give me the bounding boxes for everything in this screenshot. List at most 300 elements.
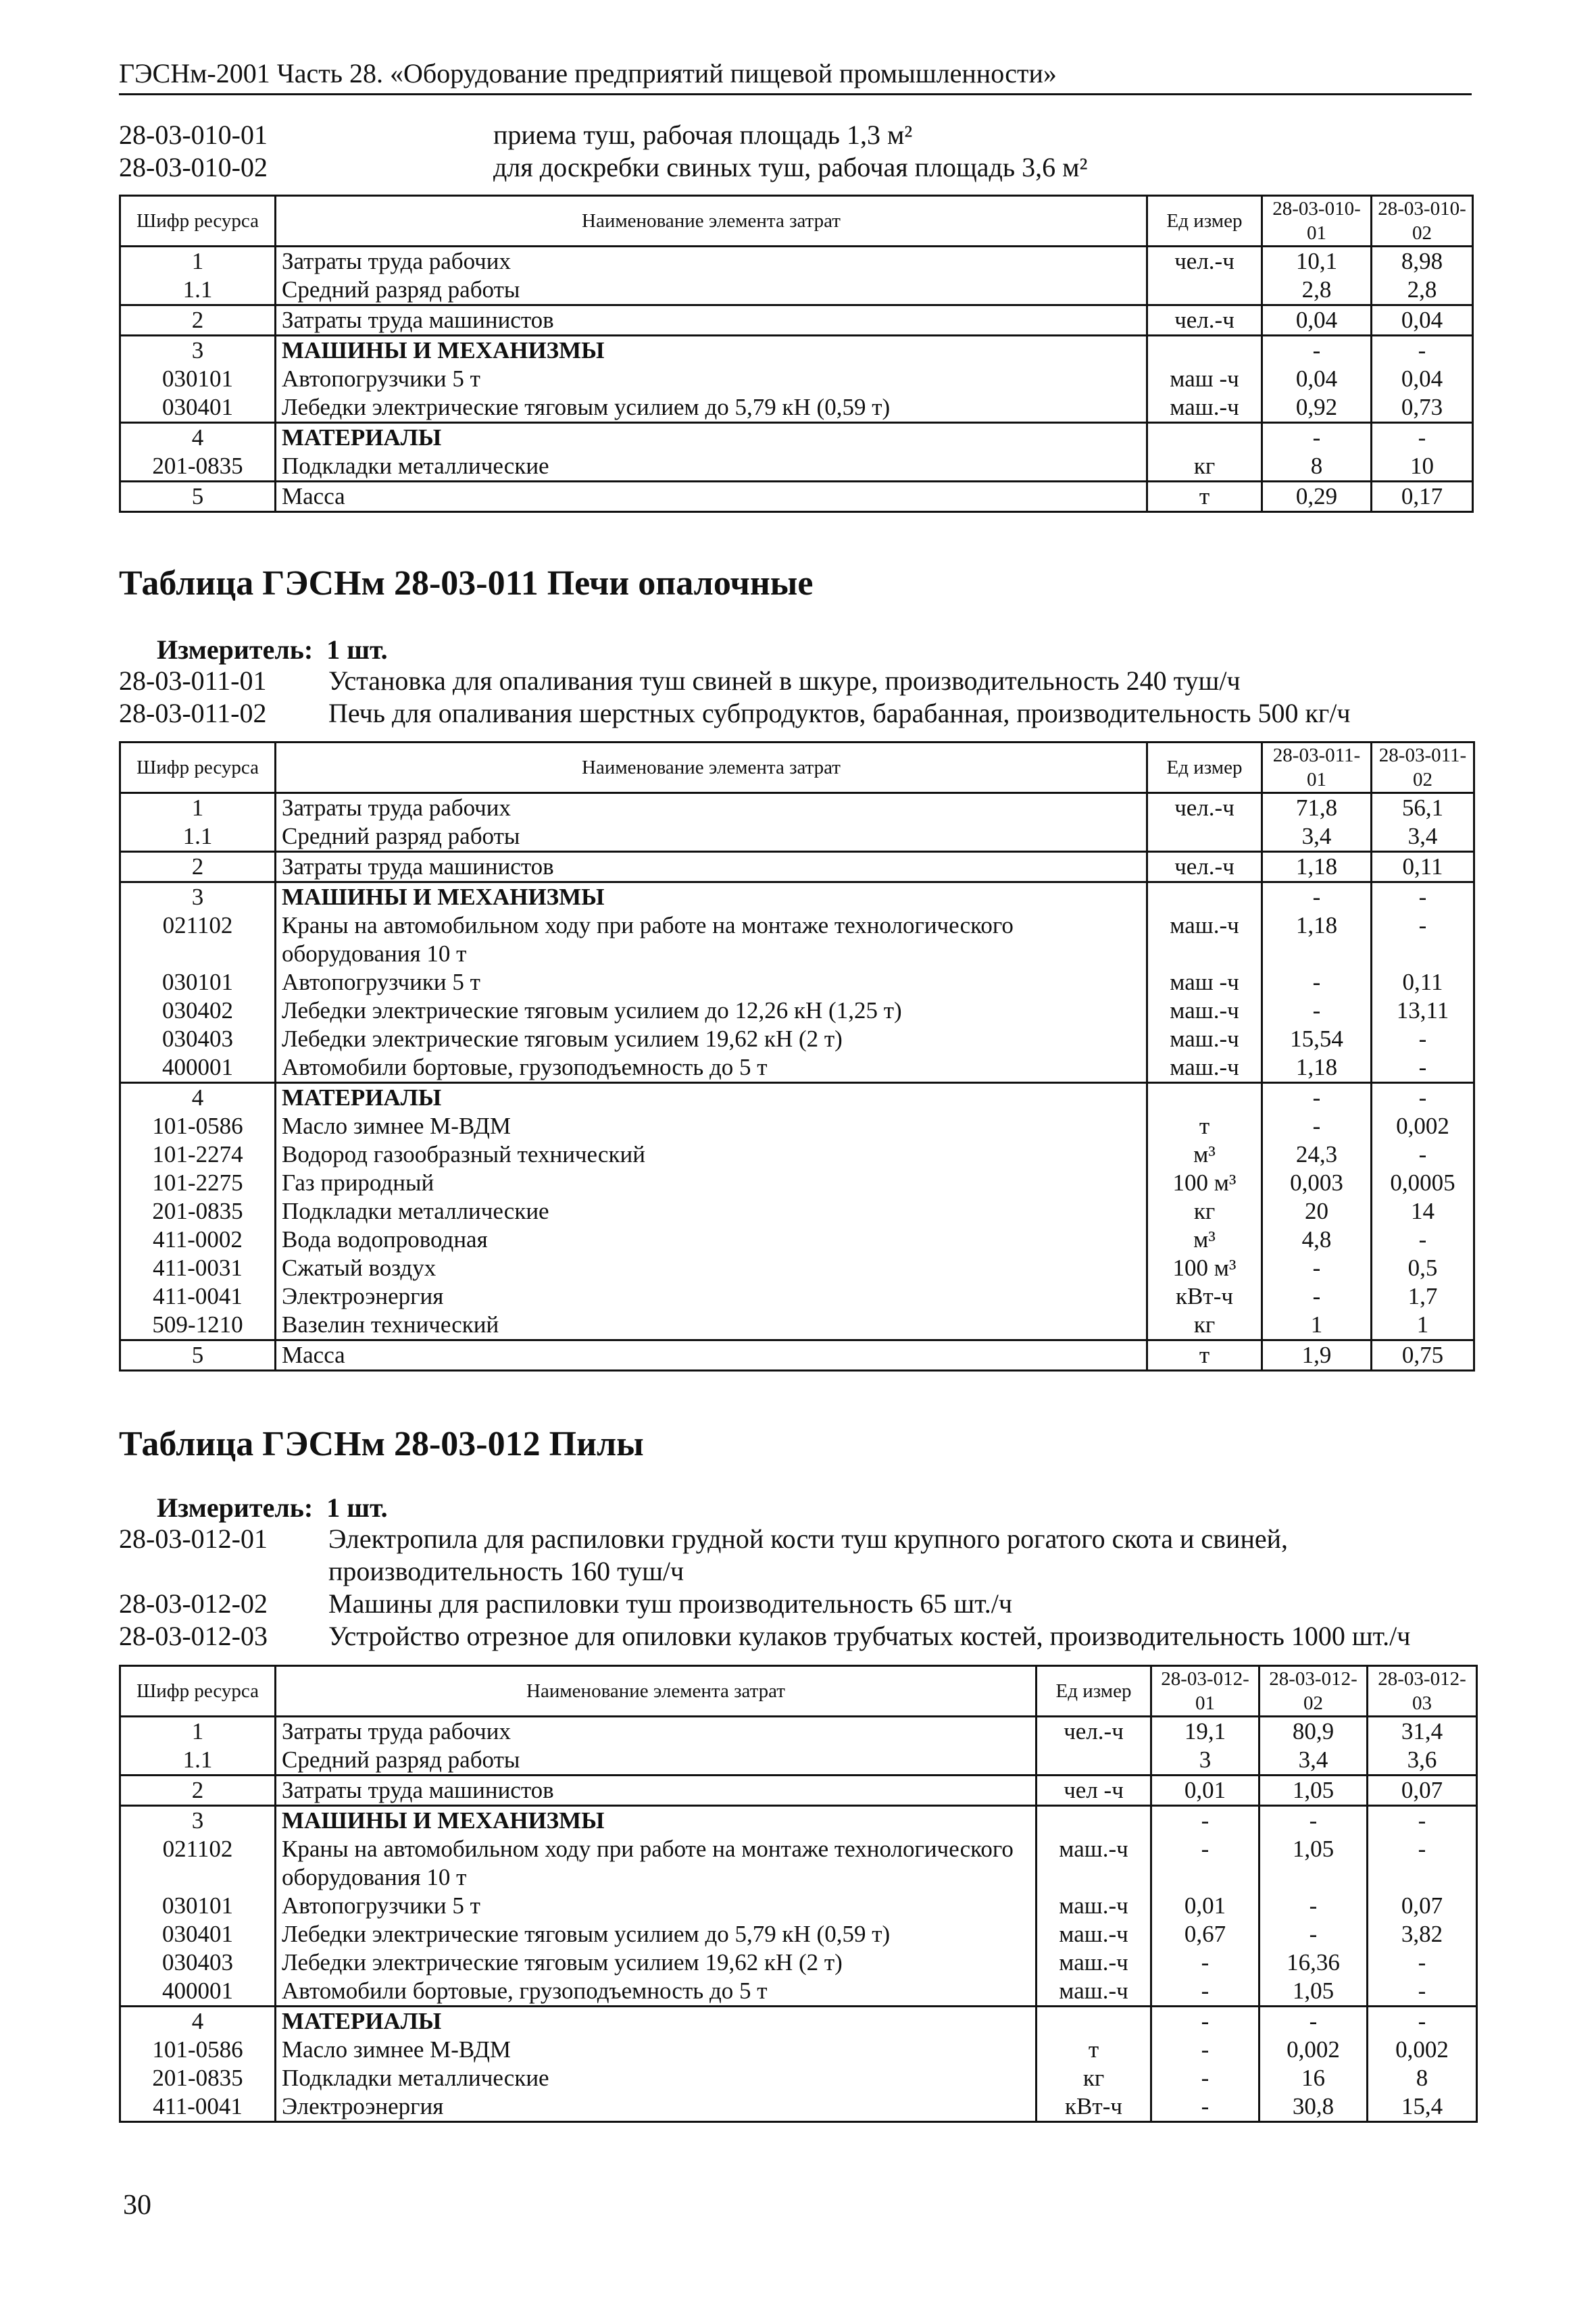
cell-value: 1,9 [1262, 1340, 1372, 1371]
cell-value: 0,67 [1151, 1920, 1260, 1948]
cell-value: - [1151, 2036, 1260, 2064]
cell-value: - [1372, 1053, 1474, 1083]
cell-value: - [1151, 1948, 1260, 1977]
cell-value: - [1372, 1083, 1474, 1113]
cell-unit: маш.-ч [1147, 911, 1262, 968]
item-code: 28-03-012-03 [119, 1621, 268, 1651]
table-row [120, 1254, 1474, 1282]
cell-name: МАТЕРИАЛЫ [276, 2007, 1037, 2036]
cell-value: 0,01 [1151, 1892, 1260, 1920]
cell-name: Затраты труда машинистов [276, 305, 1147, 336]
table-row [120, 393, 1473, 423]
cell-unit: т [1147, 482, 1262, 512]
section-title: Таблица ГЭСНм 28-03-012 Пилы [119, 1425, 644, 1463]
cell-name: Автомобили бортовые, грузоподъемность до 5 т [276, 1977, 1037, 2007]
cell-name: Масса [276, 482, 1147, 512]
cell-value: - [1262, 968, 1372, 997]
table-row [120, 882, 1474, 912]
cell-value: 15,4 [1368, 2092, 1477, 2122]
col-header-name: Наименование элемента затрат [276, 1666, 1037, 1717]
cell-value: - [1372, 1025, 1474, 1053]
cell-unit: кВт-ч [1037, 2092, 1151, 2122]
col-header-unit: Ед измер [1037, 1666, 1151, 1717]
item-code: 28-03-010-02 [119, 152, 268, 182]
table-row [120, 365, 1473, 393]
cell-code: 030401 [120, 393, 276, 423]
cell-unit: 100 м³ [1147, 1254, 1262, 1282]
cell-name: Затраты труда рабочих [276, 247, 1147, 276]
cell-code: 3 [120, 336, 276, 366]
cell-value: 0,75 [1372, 1340, 1474, 1371]
cell-value: - [1372, 336, 1473, 366]
cell-value: - [1262, 882, 1372, 912]
cell-code: 5 [120, 1340, 276, 1371]
cell-value: 56,1 [1372, 793, 1474, 823]
cell-value: - [1262, 423, 1372, 453]
cell-code: 509-1210 [120, 1311, 276, 1340]
cell-code: 1.1 [120, 276, 276, 305]
cell-value: 0,5 [1372, 1254, 1474, 1282]
cell-name: Вода водопроводная [276, 1226, 1147, 1254]
table-row [120, 1977, 1477, 2007]
cell-value: 1 [1372, 1311, 1474, 1340]
cell-value: 3,4 [1372, 822, 1474, 852]
cell-unit [1147, 1083, 1262, 1113]
cell-value: 1,18 [1262, 1053, 1372, 1083]
col-header-value: 28-03-010-02 [1372, 196, 1473, 247]
cell-name: Затраты труда рабочих [276, 793, 1147, 823]
section-items [119, 665, 1477, 730]
cell-code: 4 [120, 1083, 276, 1113]
table-row [120, 1340, 1474, 1371]
col-header-value: 28-03-010-01 [1262, 196, 1372, 247]
cell-unit: кг [1147, 1197, 1262, 1226]
section-title: Таблица ГЭСНм 28-03-011 Печи опалочные [119, 564, 814, 603]
cell-unit: чел.-ч [1147, 247, 1262, 276]
table-row [120, 822, 1474, 852]
page-header: ГЭСНм-2001 Часть 28. «Оборудование предприятий пищевой промышленности» [119, 57, 1472, 95]
cell-name: МАШИНЫ И МЕХАНИЗМЫ [276, 336, 1147, 366]
cell-name: Лебедки электрические тяговым усилием до 5,79 кН (0,59 т) [276, 393, 1147, 423]
resource-table-1 [119, 195, 1474, 513]
section-items [119, 1523, 1477, 1653]
table-row [120, 793, 1474, 823]
item-text: Устройство отрезное для опиловки кулаков трубчатых костей, производительность 1000 шт./ч [328, 1621, 1411, 1651]
table-row [120, 1806, 1477, 1836]
cell-value: 2,8 [1372, 276, 1473, 305]
cell-value: - [1262, 1083, 1372, 1113]
item-row [119, 1620, 1477, 1653]
cell-unit: чел.-ч [1147, 793, 1262, 823]
cell-code: 400001 [120, 1977, 276, 2007]
cell-code: 101-0586 [120, 1112, 276, 1140]
item-code: 28-03-010-01 [119, 120, 268, 150]
cell-value: 0,11 [1372, 852, 1474, 882]
cell-value: 1 [1262, 1311, 1372, 1340]
cell-value: 0,002 [1368, 2036, 1477, 2064]
cell-value: 0,04 [1372, 365, 1473, 393]
item-code: 28-03-012-02 [119, 1588, 268, 1619]
table-row [120, 482, 1473, 512]
cell-value: 30,8 [1260, 2092, 1368, 2122]
cell-value: 0,04 [1262, 365, 1372, 393]
table-row [120, 2007, 1477, 2036]
col-header-code: Шифр ресурса [120, 196, 276, 247]
cell-name: Масло зимнее М-ВДМ [276, 2036, 1037, 2064]
cell-name: Автомобили бортовые, грузоподъемность до 5 т [276, 1053, 1147, 1083]
table-row [120, 1920, 1477, 1948]
cell-code: 411-0041 [120, 2092, 276, 2122]
cell-value: 31,4 [1368, 1717, 1477, 1746]
cell-value: - [1368, 1977, 1477, 2007]
cell-value: - [1262, 336, 1372, 366]
cell-name: Подкладки металлические [276, 2064, 1037, 2092]
cell-value: 0,002 [1260, 2036, 1368, 2064]
table-row [120, 1892, 1477, 1920]
cell-unit: чел.-ч [1037, 1717, 1151, 1746]
measure-label: Измеритель: [157, 1492, 314, 1523]
cell-code: 1 [120, 793, 276, 823]
cell-value: - [1262, 997, 1372, 1025]
cell-value: 0,003 [1262, 1169, 1372, 1197]
cell-unit: маш.-ч [1037, 1948, 1151, 1977]
table-row [120, 452, 1473, 482]
item-row [119, 1523, 1477, 1588]
cell-unit [1037, 1746, 1151, 1776]
table-row [120, 2036, 1477, 2064]
col-header-name: Наименование элемента затрат [276, 196, 1147, 247]
cell-value: - [1262, 1282, 1372, 1311]
cell-code: 1.1 [120, 1746, 276, 1776]
cell-name: Водород газообразный технический [276, 1140, 1147, 1169]
cell-value: - [1260, 1806, 1368, 1836]
cell-value: 80,9 [1260, 1717, 1368, 1746]
table-row [120, 1053, 1474, 1083]
cell-code: 4 [120, 2007, 276, 2036]
table-row [120, 1717, 1477, 1746]
cell-code: 101-0586 [120, 2036, 276, 2064]
top-items [119, 119, 1477, 184]
cell-unit: маш.-ч [1037, 1920, 1151, 1948]
cell-value: 15,54 [1262, 1025, 1372, 1053]
table-row [120, 336, 1473, 366]
cell-name: МАТЕРИАЛЫ [276, 1083, 1147, 1113]
table-row [120, 852, 1474, 882]
cell-value: 1,05 [1260, 1977, 1368, 2007]
cell-value: 14 [1372, 1197, 1474, 1226]
cell-value: 4,8 [1262, 1226, 1372, 1254]
cell-code: 101-2275 [120, 1169, 276, 1197]
cell-unit [1147, 882, 1262, 912]
cell-value: - [1151, 2064, 1260, 2092]
cell-name: Лебедки электрические тяговым усилием 19,62 кН (2 т) [276, 1025, 1147, 1053]
cell-name: Краны на автомобильном ходу при работе на монтаже технологического оборудования 10 т [276, 911, 1147, 968]
cell-value: 3 [1151, 1746, 1260, 1776]
measure-line [157, 634, 388, 666]
item-text: Электропила для распиловки грудной кости туш крупного рогатого скота и свиней, производительность 160 туш/ч [328, 1524, 1289, 1586]
cell-code: 030403 [120, 1025, 276, 1053]
table-row [120, 1282, 1474, 1311]
cell-value: 16,36 [1260, 1948, 1368, 1977]
cell-value: 2,8 [1262, 276, 1372, 305]
cell-name: Подкладки металлические [276, 452, 1147, 482]
table-row [120, 305, 1473, 336]
cell-value: 0,07 [1368, 1892, 1477, 1920]
cell-unit: маш.-ч [1037, 1835, 1151, 1892]
col-header-code: Шифр ресурса [120, 743, 276, 793]
table-row [120, 1112, 1474, 1140]
cell-value: - [1260, 2007, 1368, 2036]
cell-unit [1147, 276, 1262, 305]
table-row [120, 997, 1474, 1025]
cell-code: 030403 [120, 1948, 276, 1977]
cell-code: 4 [120, 423, 276, 453]
cell-value: 10,1 [1262, 247, 1372, 276]
page-number: 30 [123, 2190, 151, 2221]
table-row [120, 911, 1474, 968]
cell-code: 1 [120, 247, 276, 276]
cell-code: 411-0002 [120, 1226, 276, 1254]
cell-value: 16 [1260, 2064, 1368, 2092]
cell-unit: кг [1147, 452, 1262, 482]
table-header-row [120, 743, 1474, 793]
cell-code: 030101 [120, 1892, 276, 1920]
item-text: Установка для опаливания туш свиней в шкуре, производительность 240 туш/ч [328, 665, 1241, 696]
col-header-unit: Ед измер [1147, 743, 1262, 793]
col-header-name: Наименование элемента затрат [276, 743, 1147, 793]
cell-name: Лебедки электрические тяговым усилием до 5,79 кН (0,59 т) [276, 1920, 1037, 1948]
cell-name: МАШИНЫ И МЕХАНИЗМЫ [276, 1806, 1037, 1836]
cell-name: Электроэнергия [276, 2092, 1037, 2122]
cell-value: 0,73 [1372, 393, 1473, 423]
item-row [119, 1588, 1477, 1620]
cell-value: 0,92 [1262, 393, 1372, 423]
table-row [120, 1140, 1474, 1169]
table-row [120, 1226, 1474, 1254]
cell-name: Газ природный [276, 1169, 1147, 1197]
cell-value: - [1372, 1226, 1474, 1254]
cell-value: 3,4 [1260, 1746, 1368, 1776]
table-row [120, 2064, 1477, 2092]
cell-unit [1037, 1806, 1151, 1836]
table-row [120, 276, 1473, 305]
cell-code: 030101 [120, 365, 276, 393]
table-row [120, 1311, 1474, 1340]
cell-value: 1,18 [1262, 911, 1372, 968]
cell-code: 030101 [120, 968, 276, 997]
cell-unit: маш.-ч [1147, 393, 1262, 423]
cell-code: 2 [120, 1776, 276, 1806]
cell-value: 1,7 [1372, 1282, 1474, 1311]
table-row [120, 2092, 1477, 2122]
table-row [120, 247, 1473, 276]
cell-unit: чел.-ч [1147, 305, 1262, 336]
cell-name: Затраты труда машинистов [276, 1776, 1037, 1806]
cell-unit: чел -ч [1037, 1776, 1151, 1806]
cell-value: - [1372, 882, 1474, 912]
cell-code: 201-0835 [120, 1197, 276, 1226]
col-header-code: Шифр ресурса [120, 1666, 276, 1717]
col-header-value: 28-03-012-01 [1151, 1666, 1260, 1717]
cell-value: - [1151, 1806, 1260, 1836]
cell-code: 021102 [120, 1835, 276, 1892]
cell-unit: т [1037, 2036, 1151, 2064]
cell-value: 8 [1262, 452, 1372, 482]
cell-value: 8 [1368, 2064, 1477, 2092]
cell-name: Масса [276, 1340, 1147, 1371]
cell-name: Автопогрузчики 5 т [276, 1892, 1037, 1920]
table-row [120, 1169, 1474, 1197]
item-row [119, 697, 1477, 730]
cell-value: - [1260, 1892, 1368, 1920]
cell-unit: маш.-ч [1147, 997, 1262, 1025]
cell-value: - [1372, 1140, 1474, 1169]
table-row [120, 1835, 1477, 1892]
cell-unit: маш.-ч [1037, 1977, 1151, 2007]
cell-value: 3,82 [1368, 1920, 1477, 1948]
cell-name: Затраты труда машинистов [276, 852, 1147, 882]
cell-unit: маш.-ч [1037, 1892, 1151, 1920]
cell-value: 0,29 [1262, 482, 1372, 512]
cell-code: 1 [120, 1717, 276, 1746]
cell-code: 2 [120, 852, 276, 882]
cell-value: - [1260, 1920, 1368, 1948]
cell-name: Масло зимнее М-ВДМ [276, 1112, 1147, 1140]
cell-value: 20 [1262, 1197, 1372, 1226]
cell-name: Краны на автомобильном ходу при работе на монтаже технологического оборудования 10 т [276, 1835, 1037, 1892]
cell-unit: маш -ч [1147, 968, 1262, 997]
cell-unit [1147, 423, 1262, 453]
cell-value: - [1151, 2007, 1260, 2036]
cell-code: 2 [120, 305, 276, 336]
item-text: Печь для опаливания шерстных субпродуктов, барабанная, производительность 500 кг/ч [328, 698, 1351, 728]
cell-name: Средний разряд работы [276, 1746, 1037, 1776]
cell-value: - [1151, 1977, 1260, 2007]
cell-name: Лебедки электрические тяговым усилием до 12,26 кН (1,25 т) [276, 997, 1147, 1025]
cell-name: Подкладки металлические [276, 1197, 1147, 1226]
cell-value: - [1262, 1254, 1372, 1282]
cell-name: Затраты труда рабочих [276, 1717, 1037, 1746]
cell-unit [1147, 336, 1262, 366]
cell-value: - [1372, 911, 1474, 968]
cell-value: - [1151, 2092, 1260, 2122]
measure-line [157, 1492, 388, 1524]
item-code: 28-03-011-01 [119, 665, 267, 696]
cell-value: 19,1 [1151, 1717, 1260, 1746]
cell-code: 101-2274 [120, 1140, 276, 1169]
table-row [120, 1948, 1477, 1977]
cell-code: 3 [120, 1806, 276, 1836]
cell-unit: т [1147, 1112, 1262, 1140]
col-header-unit: Ед измер [1147, 196, 1262, 247]
cell-unit: м³ [1147, 1140, 1262, 1169]
cell-value: 0,04 [1262, 305, 1372, 336]
cell-unit: 100 м³ [1147, 1169, 1262, 1197]
table-row [120, 1746, 1477, 1776]
table-row [120, 1025, 1474, 1053]
col-header-value: 28-03-011-01 [1262, 743, 1372, 793]
cell-value: 0,01 [1151, 1776, 1260, 1806]
cell-value: 71,8 [1262, 793, 1372, 823]
cell-value: - [1368, 2007, 1477, 2036]
cell-unit: маш.-ч [1147, 1025, 1262, 1053]
cell-value: 0,0005 [1372, 1169, 1474, 1197]
cell-code: 3 [120, 882, 276, 912]
cell-value: 3,4 [1262, 822, 1372, 852]
col-header-value: 28-03-012-03 [1368, 1666, 1477, 1717]
cell-value: 13,11 [1372, 997, 1474, 1025]
table-row [120, 968, 1474, 997]
cell-name: Автопогрузчики 5 т [276, 968, 1147, 997]
cell-name: МАШИНЫ И МЕХАНИЗМЫ [276, 882, 1147, 912]
item-text: для доскребки свиных туш, рабочая площадь 3,6 м² [493, 152, 1088, 182]
cell-value: 1,18 [1262, 852, 1372, 882]
cell-unit: чел.-ч [1147, 852, 1262, 882]
cell-code: 1.1 [120, 822, 276, 852]
cell-value: - [1262, 1112, 1372, 1140]
item-text: приема туш, рабочая площадь 1,3 м² [493, 120, 913, 150]
cell-value: - [1151, 1835, 1260, 1892]
col-header-value: 28-03-011-02 [1372, 743, 1474, 793]
measure-value: 1 шт. [326, 634, 388, 665]
cell-value: - [1368, 1806, 1477, 1836]
cell-code: 030401 [120, 1920, 276, 1948]
item-row [119, 665, 1477, 697]
cell-unit: м³ [1147, 1226, 1262, 1254]
cell-name: Сжатый воздух [276, 1254, 1147, 1282]
cell-code: 411-0031 [120, 1254, 276, 1282]
cell-value: - [1368, 1948, 1477, 1977]
cell-value: 24,3 [1262, 1140, 1372, 1169]
cell-code: 201-0835 [120, 2064, 276, 2092]
cell-value: - [1372, 423, 1473, 453]
cell-value: 0,04 [1372, 305, 1473, 336]
cell-unit: кг [1147, 1311, 1262, 1340]
cell-value: 0,002 [1372, 1112, 1474, 1140]
cell-name: Средний разряд работы [276, 276, 1147, 305]
cell-code: 201-0835 [120, 452, 276, 482]
item-code: 28-03-012-01 [119, 1524, 268, 1554]
cell-code: 021102 [120, 911, 276, 968]
cell-value: 0,17 [1372, 482, 1473, 512]
cell-code: 400001 [120, 1053, 276, 1083]
resource-table-3 [119, 1665, 1478, 2123]
cell-name: МАТЕРИАЛЫ [276, 423, 1147, 453]
cell-value: - [1368, 1835, 1477, 1892]
cell-unit: маш -ч [1147, 365, 1262, 393]
cell-unit: кг [1037, 2064, 1151, 2092]
cell-code: 411-0041 [120, 1282, 276, 1311]
item-row [119, 151, 1477, 184]
cell-unit: т [1147, 1340, 1262, 1371]
cell-name: Автопогрузчики 5 т [276, 365, 1147, 393]
cell-name: Вазелин технический [276, 1311, 1147, 1340]
cell-value: 0,07 [1368, 1776, 1477, 1806]
measure-label: Измеритель: [157, 634, 314, 665]
measure-value: 1 шт. [326, 1492, 388, 1523]
cell-name: Средний разряд работы [276, 822, 1147, 852]
cell-unit [1037, 2007, 1151, 2036]
cell-unit [1147, 822, 1262, 852]
cell-unit: кВт-ч [1147, 1282, 1262, 1311]
cell-code: 5 [120, 482, 276, 512]
cell-value: 1,05 [1260, 1776, 1368, 1806]
cell-value: 0,11 [1372, 968, 1474, 997]
item-row [119, 119, 1477, 151]
table-header-row [120, 1666, 1477, 1717]
table-row [120, 1083, 1474, 1113]
table-header-row [120, 196, 1473, 247]
